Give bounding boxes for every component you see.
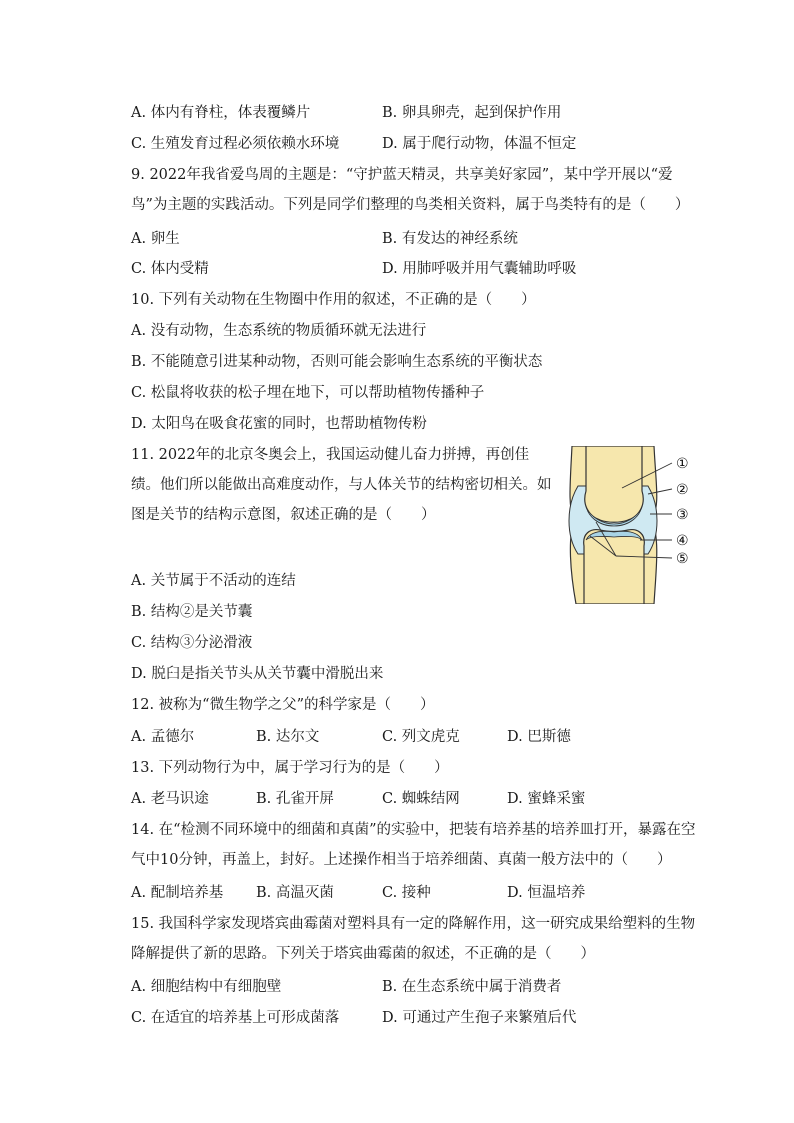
q13-option-d: D. 蜜蜂采蜜 <box>507 791 586 807</box>
q12-option-a: A. 孟德尔 <box>131 729 195 745</box>
q10-stem: 10. 下列有关动物在生物圈中作用的叙述，不正确的是（ ） <box>131 292 536 308</box>
q8-option-b: B. 卵具卵壳，起到保护作用 <box>382 105 562 121</box>
q12-option-d: D. 巴斯德 <box>507 729 571 745</box>
q12-stem: 12. 被称为“微生物学之父”的科学家是（ ） <box>131 697 435 713</box>
q10-option-d: D. 太阳鸟在吸食花蜜的同时，也帮助植物传粉 <box>131 416 427 432</box>
figure-label-4: ④ <box>676 533 689 549</box>
q13-stem: 13. 下列动物行为中，属于学习行为的是（ ） <box>131 760 449 776</box>
q10-option-a: A. 没有动物，生态系统的物质循环就无法进行 <box>131 323 427 339</box>
q15-option-c: C. 在适宜的培养基上可形成菌落 <box>131 1010 340 1026</box>
q11-option-b: B. 结构②是关节囊 <box>131 604 253 620</box>
q13-option-c: C. 蜘蛛结网 <box>382 791 460 807</box>
q9-option-a: A. 卵生 <box>131 231 180 247</box>
figure-label-3: ③ <box>676 507 689 523</box>
q8-option-a: A. 体内有脊柱，体表覆鳞片 <box>131 105 311 121</box>
q14-option-b: B. 高温灭菌 <box>256 885 334 901</box>
q14-option-d: D. 恒温培养 <box>507 885 586 901</box>
q11-stem: 11. 2022年的北京冬奥会上，我国运动健儿奋力拼搏，再创佳绩。他们所以能做出高难度动作，与人体关节的结构密切相关。如图是关节的结构示意图，叙述正确的是（ ） <box>131 447 552 523</box>
q15-stem: 15. 我国科学家发现塔宾曲霉菌对塑料具有一定的降解作用，这一研究成果给塑料的生物降解提供了新的思路。下列关于塔宾曲霉菌的叙述，不正确的是（ ） <box>131 916 696 962</box>
q14-option-c: C. 接种 <box>382 885 431 901</box>
joint-head <box>585 446 643 522</box>
q14-stem: 14. 在“检测不同环境中的细菌和真菌”的实验中，把装有培养基的培养皿打开，暴露在空气中10分钟，再盖上，封好。上述操作相当于培养细菌、真菌一般方法中的（ ） <box>131 822 696 868</box>
q10-option-b: B. 不能随意引进某种动物，否则可能会影响生态系统的平衡状态 <box>131 354 543 370</box>
q14-option-a: A. 配制培养基 <box>131 885 224 901</box>
q11-option-d: D. 脱臼是指关节头从关节囊中滑脱出来 <box>131 666 384 682</box>
q13-option-b: B. 孔雀开屏 <box>256 791 334 807</box>
figure-label-5: ⑤ <box>676 551 689 567</box>
q9-option-d: D. 用肺呼吸并用气囊辅助呼吸 <box>382 261 577 277</box>
q11-option-a: A. 关节属于不活动的连结 <box>131 573 296 589</box>
q9-option-c: C. 体内受精 <box>131 261 209 277</box>
q9-stem: 9. 2022年我省爱鸟周的主题是：“守护蓝天精灵，共享美好家园”，某中学开展以“爱鸟”为主题的实践活动。下列是同学们整理的鸟类相关资料，属于鸟类特有的是（ ） <box>131 167 690 213</box>
figure-label-1: ① <box>676 456 689 472</box>
joint-structure-figure <box>560 446 712 604</box>
q8-option-d: D. 属于爬行动物，体温不恒定 <box>382 136 577 152</box>
q13-option-a: A. 老马识途 <box>131 791 209 807</box>
q12-option-b: B. 达尔文 <box>256 729 320 745</box>
q15-option-a: A. 细胞结构中有细胞壁 <box>131 979 282 995</box>
q9-option-b: B. 有发达的神经系统 <box>382 231 518 247</box>
q12-option-c: C. 列文虎克 <box>382 729 460 745</box>
q15-option-b: B. 在生态系统中属于消费者 <box>382 979 562 995</box>
q15-option-d: D. 可通过产生孢子来繁殖后代 <box>382 1010 577 1026</box>
q11-option-c: C. 结构③分泌滑液 <box>131 635 253 651</box>
q10-option-c: C. 松鼠将收获的松子埋在地下，可以帮助植物传播种子 <box>131 385 485 401</box>
q8-option-c: C. 生殖发育过程必须依赖水环境 <box>131 136 340 152</box>
joint-socket <box>584 530 645 604</box>
figure-label-2: ② <box>676 482 689 498</box>
